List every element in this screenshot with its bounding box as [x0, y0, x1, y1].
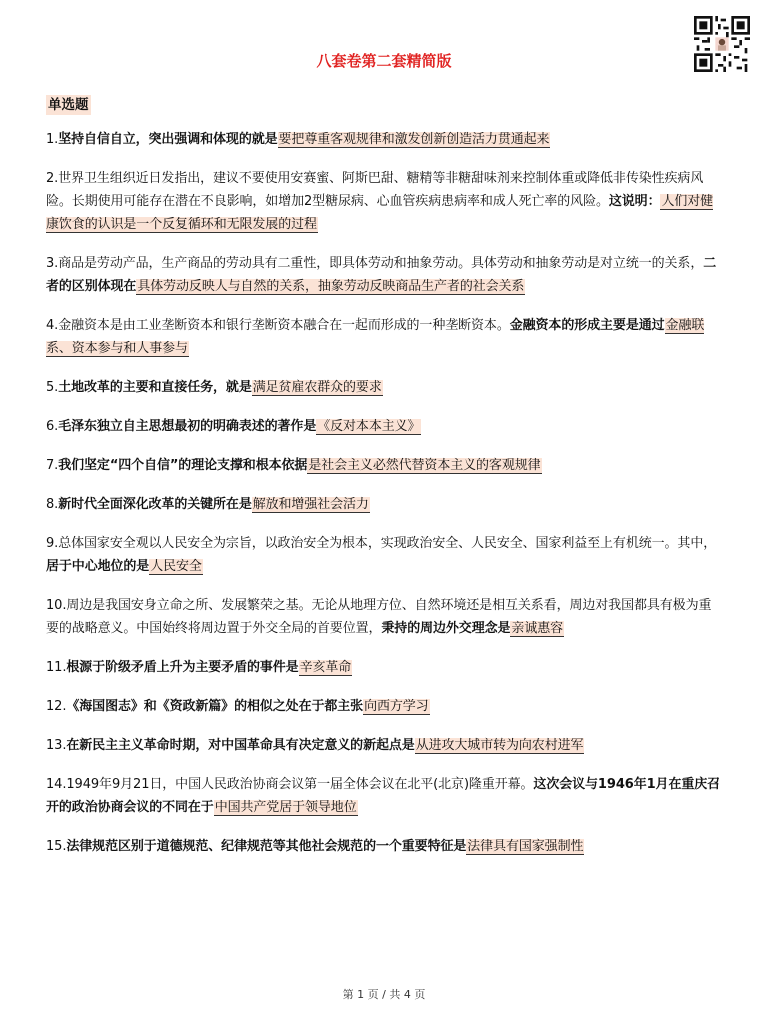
question-item — [46, 314, 722, 360]
question-stem: 根源于阶级矛盾上升为主要矛盾的事件是 — [66, 660, 299, 675]
question-number: 10. — [46, 598, 67, 613]
question-stem: 新时代全面深化改革的关键所在是 — [58, 497, 252, 512]
question-item — [46, 454, 722, 477]
question-item — [46, 734, 722, 757]
question-text: 1949年9月21日，中国人民政治协商会议第一届全体会议在北平(北京)隆重开幕。 — [66, 777, 534, 792]
question-number: 14. — [46, 777, 67, 792]
question-item — [46, 594, 722, 640]
answer-highlight: 解放和增强社会活力 — [252, 497, 369, 512]
question-stem: 毛泽东独立自主思想最初的明确表述的著作是 — [58, 419, 317, 434]
answer-highlight: 人们对健康饮食的认识是一个反复循环和无限发展的过程 — [46, 194, 714, 232]
question-text: 总体国家安全观以人民安全为宗旨，以政治安全为根本，实现政治安全、人民安全、国家利益至上有机统一。其中， — [58, 536, 717, 551]
question-stem: 我们坚定“四个自信”的理论支撑和根本依据 — [58, 458, 308, 473]
question-stem: 金融资本的形成主要是通过 — [509, 318, 665, 333]
question-number: 7. — [46, 458, 59, 473]
question-stem: 土地改革的主要和直接任务，就是 — [58, 380, 252, 395]
answer-highlight: 《反对本本主义》 — [317, 419, 421, 434]
answer-highlight: 金融联系、资本参与和人事参与 — [46, 318, 705, 356]
question-item — [46, 167, 722, 236]
answer-highlight: 法律具有国家强制性 — [467, 839, 584, 854]
question-stem: 二者的区别体现在 — [46, 256, 717, 294]
question-text: 世界卫生组织近日发指出，建议不要使用安赛蜜、阿斯巴甜、糖精等非糖甜味剂来控制体重或降低非传染性疾病风险。长期使用可能存在潜在不良影响，如增加2型糖尿病、心血管疾病患病率和成人死亡率的风险。 — [46, 171, 704, 209]
question-text: 商品是劳动产品，生产商品的劳动具有二重性，即具体劳动和抽象劳动。具体劳动和抽象劳动是对立统一的关系， — [58, 256, 704, 271]
question-number: 9. — [46, 536, 59, 551]
question-number: 1. — [46, 132, 59, 147]
question-number: 12. — [46, 699, 67, 714]
question-stem: 秉持的周边外交理念是 — [381, 621, 511, 636]
question-number: 13. — [46, 738, 67, 753]
section-heading: 单选题 — [48, 97, 89, 113]
answer-highlight: 亲诚惠容 — [511, 621, 564, 636]
question-number: 8. — [46, 497, 59, 512]
question-number: 6. — [46, 419, 59, 434]
question-stem: 《海国图志》和《资政新篇》的相似之处在于都主张 — [66, 699, 364, 714]
page-footer: 第 1 页 / 共 4 页 — [342, 988, 426, 1001]
question-list — [46, 128, 722, 858]
question-stem: 在新民主主义革命时期，对中国革命具有决定意义的新起点是 — [66, 738, 415, 753]
question-item — [46, 835, 722, 858]
question-item — [46, 252, 722, 298]
question-number: 3. — [46, 256, 59, 271]
answer-highlight: 从进攻大城市转为向农村进军 — [415, 738, 584, 753]
question-item — [46, 415, 722, 438]
question-number: 2. — [46, 171, 59, 186]
answer-highlight: 要把尊重客观规律和激发创新创造活力贯通起来 — [278, 132, 550, 147]
question-text: 金融资本是由工业垄断资本和银行垄断资本融合在一起而形成的一种垄断资本。 — [58, 318, 510, 333]
question-item — [46, 695, 722, 718]
question-text: 周边是我国安身立命之所、发展繁荣之基。无论从地理方位、自然环境还是相互关系看，周边对我国都具有极为重要的战略意义。中国始终将周边置于外交全局的首要位置， — [46, 598, 712, 636]
page-title: 八套卷第二套精简版 — [316, 52, 452, 70]
question-stem: 坚持自信自立，突出强调和体现的就是 — [58, 132, 278, 147]
answer-highlight: 中国共产党居于领导地位 — [214, 800, 357, 815]
answer-highlight: 向西方学习 — [364, 699, 429, 714]
question-stem: 这说明： — [608, 194, 661, 209]
question-number: 4. — [46, 318, 59, 333]
question-item — [46, 656, 722, 679]
answer-highlight: 具体劳动反映人与自然的关系，抽象劳动反映商品生产者的社会关系 — [137, 279, 525, 294]
question-number: 11. — [46, 660, 67, 675]
answer-highlight: 是社会主义必然代替资本主义的客观规律 — [308, 458, 541, 473]
question-stem: 法律规范区别于道德规范、纪律规范等其他社会规范的一个重要特征是 — [66, 839, 467, 854]
question-item — [46, 773, 722, 819]
answer-highlight: 满足贫雇农群众的要求 — [252, 380, 382, 395]
question-number: 15. — [46, 839, 67, 854]
answer-highlight: 人民安全 — [150, 559, 202, 574]
question-item — [46, 493, 722, 516]
question-number: 5. — [46, 380, 59, 395]
question-item — [46, 128, 722, 151]
question-item — [46, 532, 722, 578]
document-body — [46, 94, 722, 874]
question-stem: 居于中心地位的是 — [46, 559, 150, 574]
question-stem: 这次会议与1946年1月在重庆召开的政治协商会议的不同在于 — [46, 777, 721, 815]
answer-highlight: 辛亥革命 — [299, 660, 352, 675]
question-item — [46, 376, 722, 399]
